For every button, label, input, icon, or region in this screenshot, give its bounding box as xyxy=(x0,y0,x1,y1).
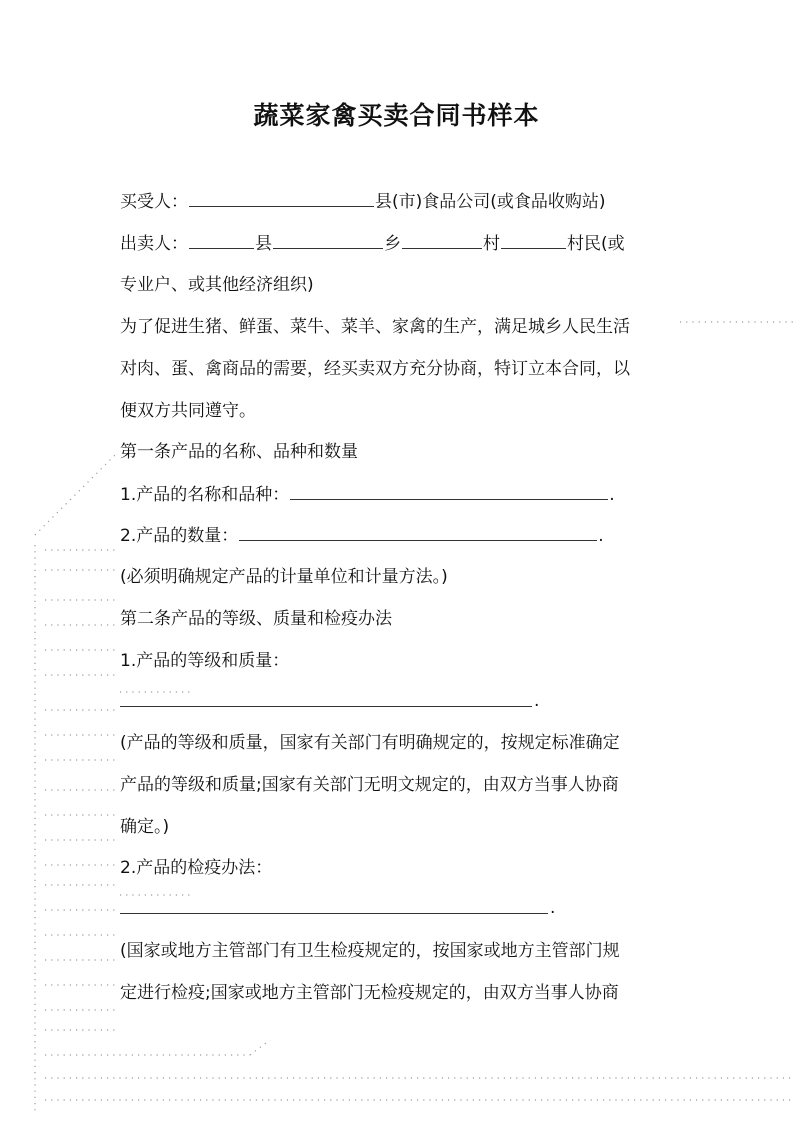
article-2-title: 第二条产品的等级、质量和检疫办法 xyxy=(120,609,392,629)
buyer-label: 买受人： xyxy=(120,192,188,212)
period-mark: . xyxy=(609,485,615,505)
seller-line xyxy=(120,231,625,256)
period-mark: . xyxy=(534,691,540,711)
article-1-item-2 xyxy=(120,523,604,548)
seller-line-2: 专业户、或其他经济组织) xyxy=(120,275,314,295)
buyer-name-field[interactable] xyxy=(189,189,374,207)
seller-township-field[interactable] xyxy=(273,231,383,249)
period-mark: . xyxy=(598,526,604,546)
item-label: 1.产品的名称和品种： xyxy=(120,485,290,505)
article-2-note-1-line-3: 确定。) xyxy=(120,817,170,837)
article-2-item-1: 1.产品的等级和质量： xyxy=(120,651,290,671)
product-name-field[interactable] xyxy=(290,482,608,500)
grade-quality-field[interactable] xyxy=(120,706,532,707)
seller-label: 出卖人： xyxy=(120,234,188,254)
buyer-suffix: 县(市)食品公司(或食品收购站) xyxy=(375,192,606,212)
article-2-note-1-line-1: (产品的等级和质量，国家有关部门有明确规定的，按规定标准确定 xyxy=(120,733,620,753)
intro-line-3: 便双方共同遵守。 xyxy=(120,401,256,421)
article-2-note-2-line-2: 定进行检疫;国家或地方主管部门无检疫规定的，由双方当事人协商 xyxy=(120,983,619,1003)
period-mark: . xyxy=(550,898,556,918)
item-label: 2.产品的数量： xyxy=(120,526,239,546)
article-1-note: (必须明确规定产品的计量单位和计量方法。) xyxy=(120,567,448,587)
article-1-item-1 xyxy=(120,482,615,507)
intro-line-2: 对肉、蛋、禽商品的需要，经买卖双方充分协商，特订立本合同，以 xyxy=(120,359,630,379)
seller-tail: 村民(或 xyxy=(567,234,625,254)
buyer-line xyxy=(120,189,606,214)
document-title: 蔬菜家禽买卖合同书样本 xyxy=(253,101,540,130)
quarantine-method-field[interactable] xyxy=(120,913,548,914)
product-quantity-field[interactable] xyxy=(239,523,597,541)
intro-line-1: 为了促进生猪、鲜蛋、菜牛、菜羊、家禽的生产，满足城乡人民生活 xyxy=(120,317,630,337)
seller-township-label: 乡 xyxy=(384,234,401,254)
seller-county-field[interactable] xyxy=(189,231,254,249)
seller-village-label: 村 xyxy=(483,234,500,254)
article-2-item-2: 2.产品的检疫办法： xyxy=(120,858,273,878)
article-2-note-2-line-1: (国家或地方主管部门有卫生检疫规定的，按国家或地方主管部门规 xyxy=(120,941,620,961)
seller-county-label: 县 xyxy=(255,234,272,254)
article-2-note-1-line-2: 产品的等级和质量;国家有关部门无明文规定的，由双方当事人协商 xyxy=(120,775,619,795)
seller-villager-field[interactable] xyxy=(501,231,566,249)
seller-village-field[interactable] xyxy=(402,231,482,249)
article-1-title: 第一条产品的名称、品种和数量 xyxy=(120,442,358,462)
